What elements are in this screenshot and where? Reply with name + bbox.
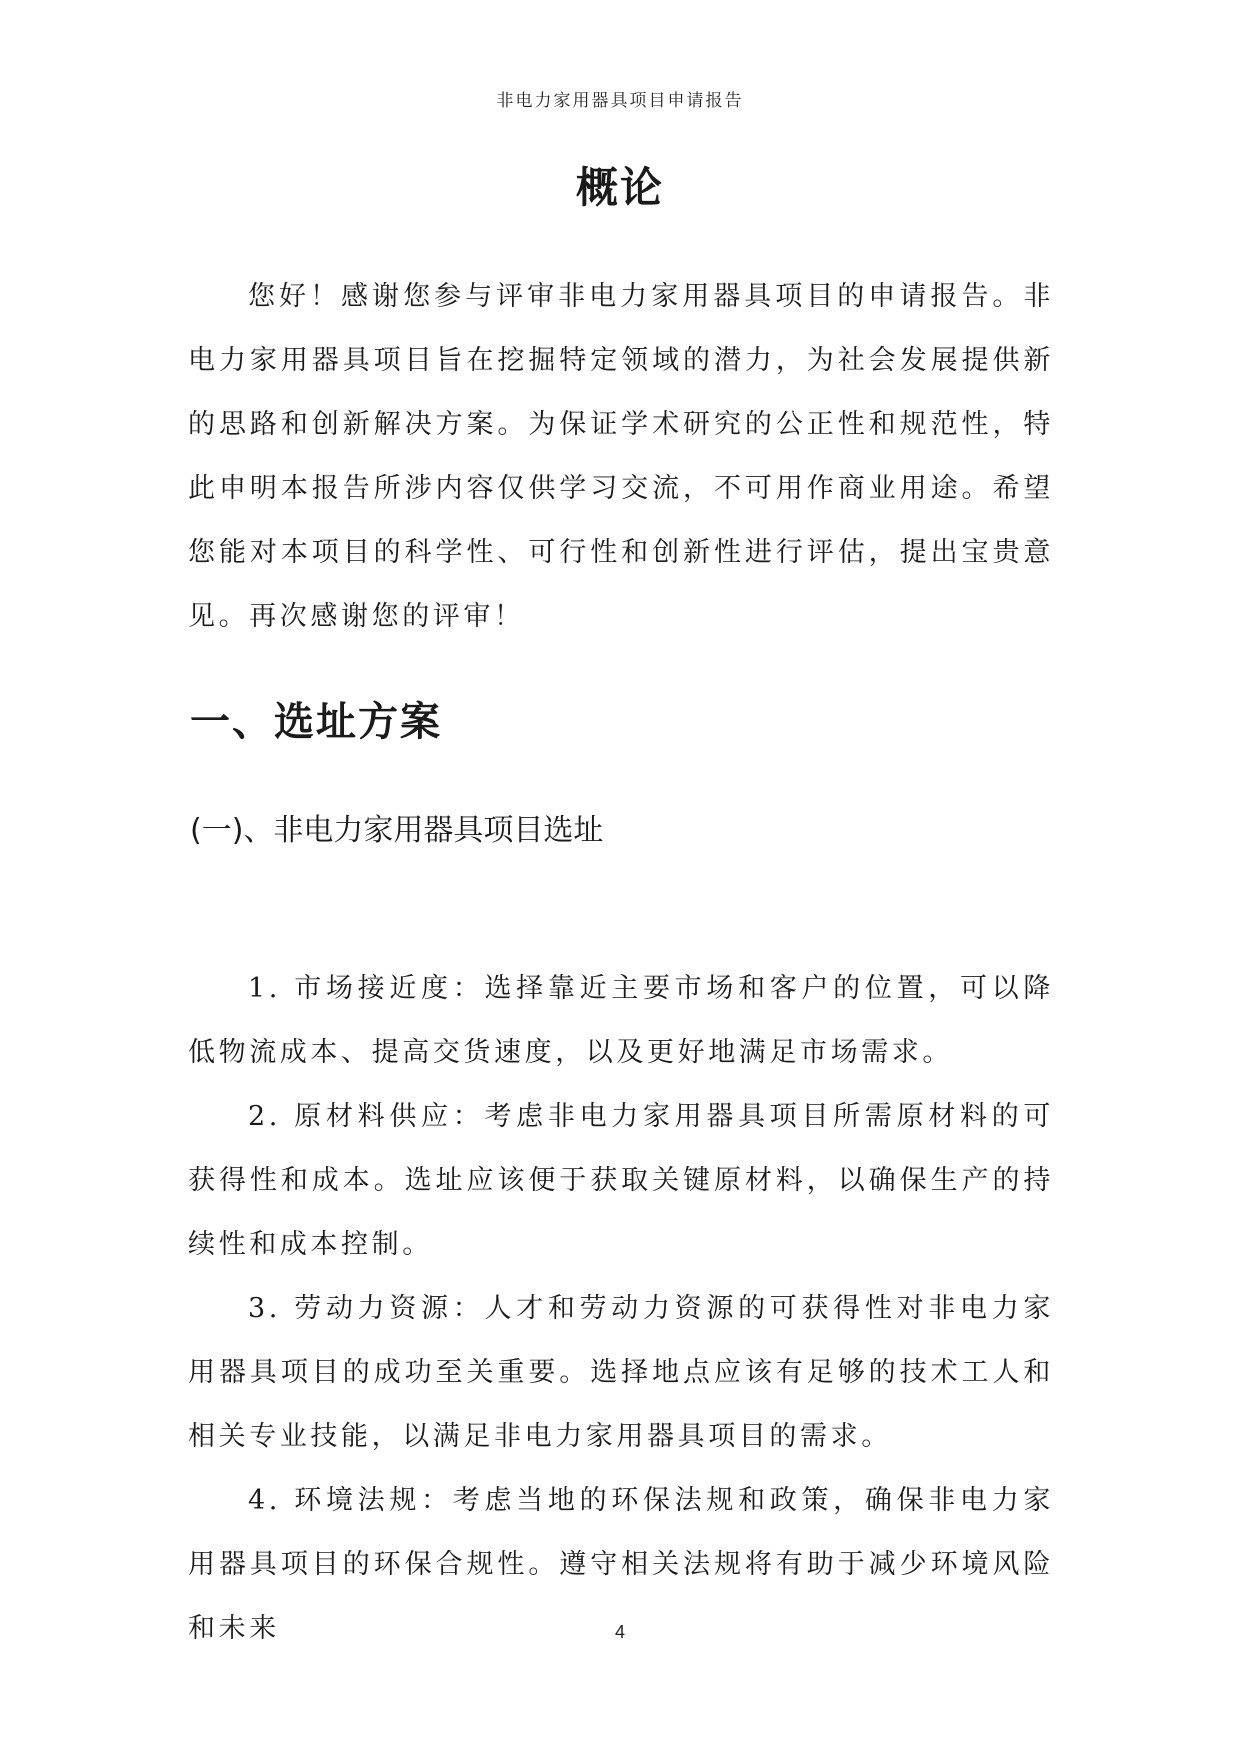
site-selection-list bbox=[188, 957, 1054, 1661]
list-item: 3. 劳动力资源：人才和劳动力资源的可获得性对非电力家用器具项目的成功至关重要。选择地点应该有足够的技术工人和相关专业技能，以满足非电力家用器具项目的需求。 bbox=[188, 1293, 1054, 1452]
section-heading: 一、选址方案 bbox=[190, 699, 442, 745]
list-item: 4. 环境法规：考虑当地的环保法规和政策，确保非电力家用器具项目的环保合规性。遵守相关法规将有助于减少环境风险和未来 bbox=[188, 1485, 1054, 1644]
intro-paragraph: 您好！感谢您参与评审非电力家用器具项目的申请报告。非电力家用器具项目旨在挖掘特定领域的潜力，为社会发展提供新的思路和创新解决方案。为保证学术研究的公正性和规范性，特此申明本报告所涉内容仅供学习交流，不可用作商业用途。希望您能对本项目的科学性、可行性和创新性进行评估，提出宝贵意见。再次感谢您的评审！ bbox=[188, 281, 1054, 632]
subsection-heading: (一)、非电力家用器具项目选址 bbox=[190, 813, 604, 848]
list-item: 1. 市场接近度：选择靠近主要市场和客户的位置，可以降低物流成本、提高交货速度，以及更好地满足市场需求。 bbox=[188, 973, 1054, 1068]
page-title: 概论 bbox=[575, 163, 664, 212]
page-number: 4 bbox=[614, 1622, 625, 1642]
running-header: 非电力家用器具项目申请报告 bbox=[496, 91, 744, 111]
list-item: 2. 原材料供应：考虑非电力家用器具项目所需原材料的可获得性和成本。选址应该便于获取关键原材料，以确保生产的持续性和成本控制。 bbox=[188, 1101, 1054, 1260]
